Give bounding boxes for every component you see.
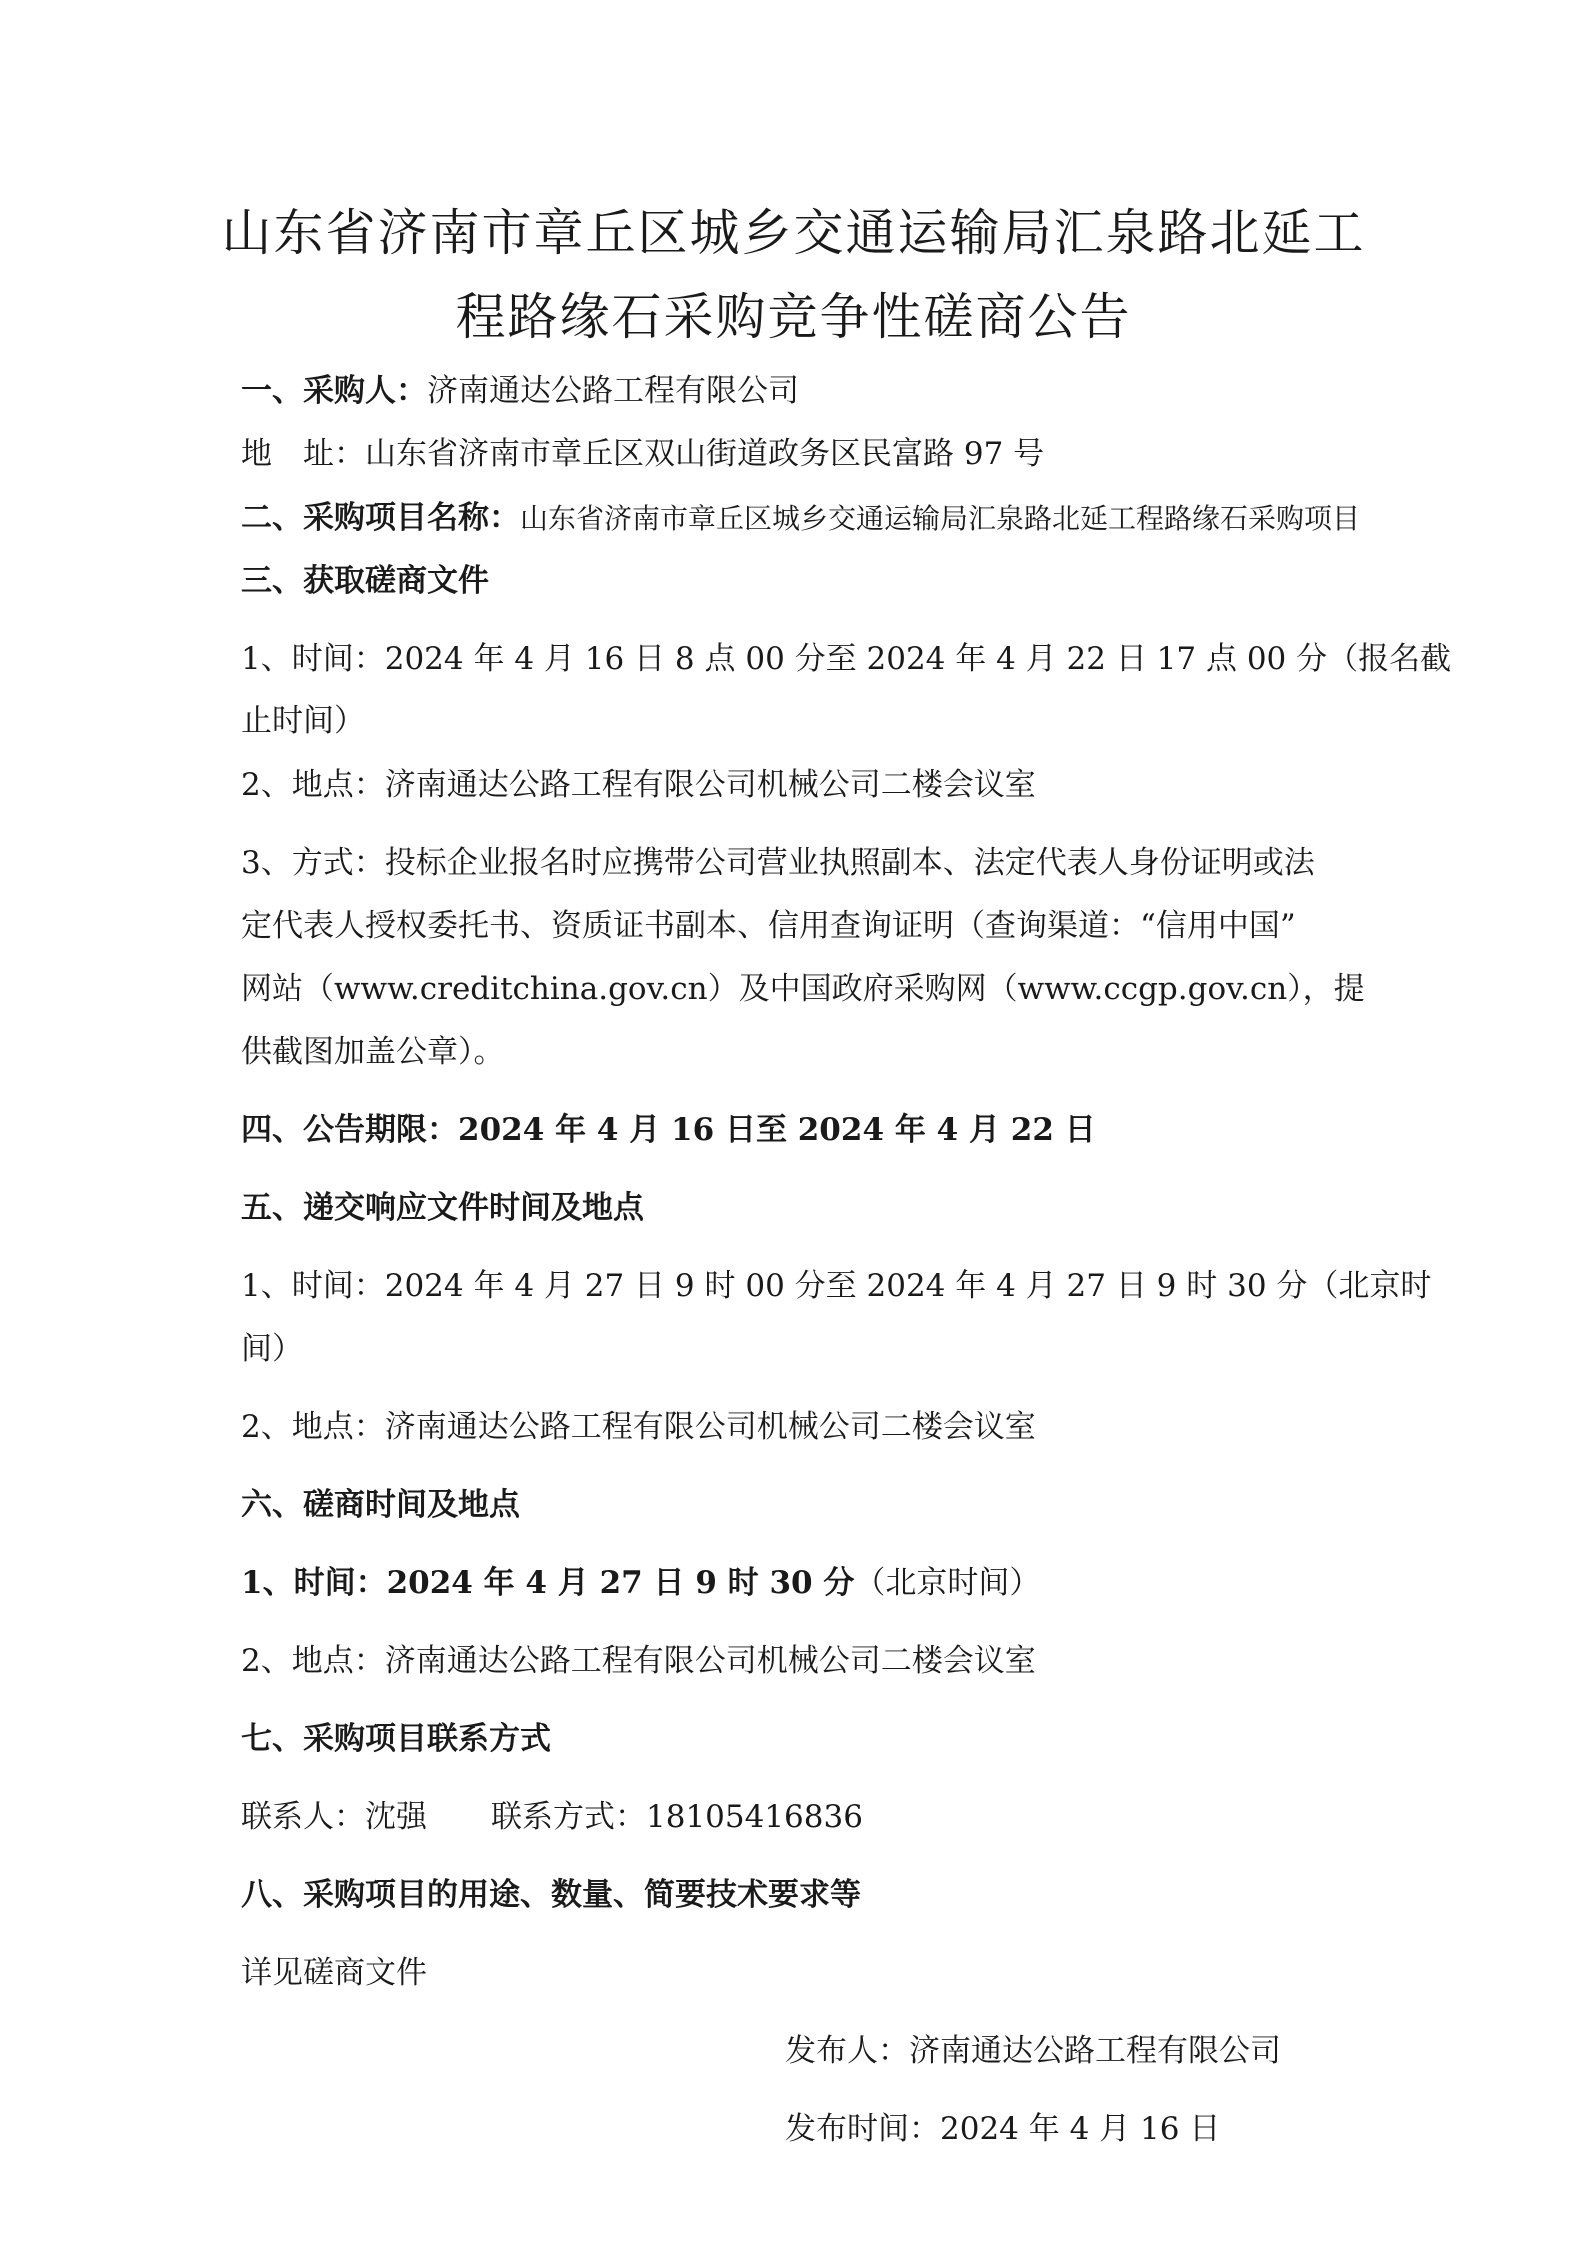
purchaser-value: 济南通达公路工程有限公司 xyxy=(427,373,799,409)
s6-item1-time: 1、时间：2024 年 4 月 27 日 9 时 30 分 xyxy=(241,1565,855,1601)
address-value: 山东省济南市章丘区双山街道政务区民富路 97 号 xyxy=(365,436,1045,472)
s3-item1-line-b: 止时间） xyxy=(241,703,365,739)
section-7-heading: 七、采购项目联系方式 xyxy=(241,1721,551,1757)
project-name-line xyxy=(241,500,1361,536)
title-line-1: 山东省济南市章丘区城乡交通运输局汇泉路北延工 xyxy=(221,204,1366,262)
contact-phone: 联系方式：18105416836 xyxy=(491,1799,863,1835)
purchaser-line xyxy=(241,373,799,409)
section-8-heading: 八、采购项目的用途、数量、简要技术要求等 xyxy=(241,1877,861,1913)
section-4-deadline: 四、公告期限：2024 年 4 月 16 日至 2024 年 4 月 22 日 xyxy=(241,1112,1096,1148)
s5-item1-line-a: 1、时间：2024 年 4 月 27 日 9 时 00 分至 2024 年 4 月 27 日 9 时 30 分（北京时 xyxy=(241,1268,1432,1304)
s3-item3-line-d: 供截图加盖公章）。 xyxy=(241,1034,505,1070)
s5-item1-line-b: 间） xyxy=(241,1331,303,1367)
s3-item3-line-c: 网站（www.creditchina.gov.cn）及中国政府采购网（www.ccgp.gov.cn），提 xyxy=(241,971,1365,1007)
s3-item3-line-a: 3、方式：投标企业报名时应携带公司营业执照副本、法定代表人身份证明或法 xyxy=(241,845,1315,881)
project-name-label: 二、采购项目名称： xyxy=(241,500,520,536)
address-label: 地 址： xyxy=(241,436,365,472)
s6-item2: 2、地点：济南通达公路工程有限公司机械公司二楼会议室 xyxy=(241,1643,1036,1679)
section-5-heading: 五、递交响应文件时间及地点 xyxy=(241,1190,644,1226)
address-line xyxy=(241,436,1045,472)
contact-person: 联系人：沈强 xyxy=(241,1799,427,1835)
title-line-2: 程路缘石采购竞争性磋商公告 xyxy=(455,288,1132,346)
s6-item1 xyxy=(241,1565,1041,1601)
s6-item1-note: （北京时间） xyxy=(854,1565,1041,1601)
s3-item2: 2、地点：济南通达公路工程有限公司机械公司二楼会议室 xyxy=(241,767,1036,803)
s3-item1-line-a: 1、时间：2024 年 4 月 16 日 8 点 00 分至 2024 年 4 月 22 日 17 点 00 分（报名截 xyxy=(241,641,1452,677)
publish-date: 发布时间：2024 年 4 月 16 日 xyxy=(785,2111,1221,2147)
purchaser-label: 一、采购人： xyxy=(241,373,427,409)
s5-item2: 2、地点：济南通达公路工程有限公司机械公司二楼会议室 xyxy=(241,1409,1036,1445)
project-name-value: 山东省济南市章丘区城乡交通运输局汇泉路北延工程路缘石采购项目 xyxy=(520,502,1361,535)
contact-line xyxy=(241,1799,863,1835)
publisher: 发布人：济南通达公路工程有限公司 xyxy=(785,2033,1281,2069)
section-3-heading: 三、获取磋商文件 xyxy=(241,563,489,599)
s3-item3-line-b: 定代表人授权委托书、资质证书副本、信用查询证明（查询渠道：“信用中国” xyxy=(241,908,1296,944)
section-6-heading: 六、磋商时间及地点 xyxy=(241,1487,520,1523)
s8-text: 详见磋商文件 xyxy=(241,1955,427,1991)
